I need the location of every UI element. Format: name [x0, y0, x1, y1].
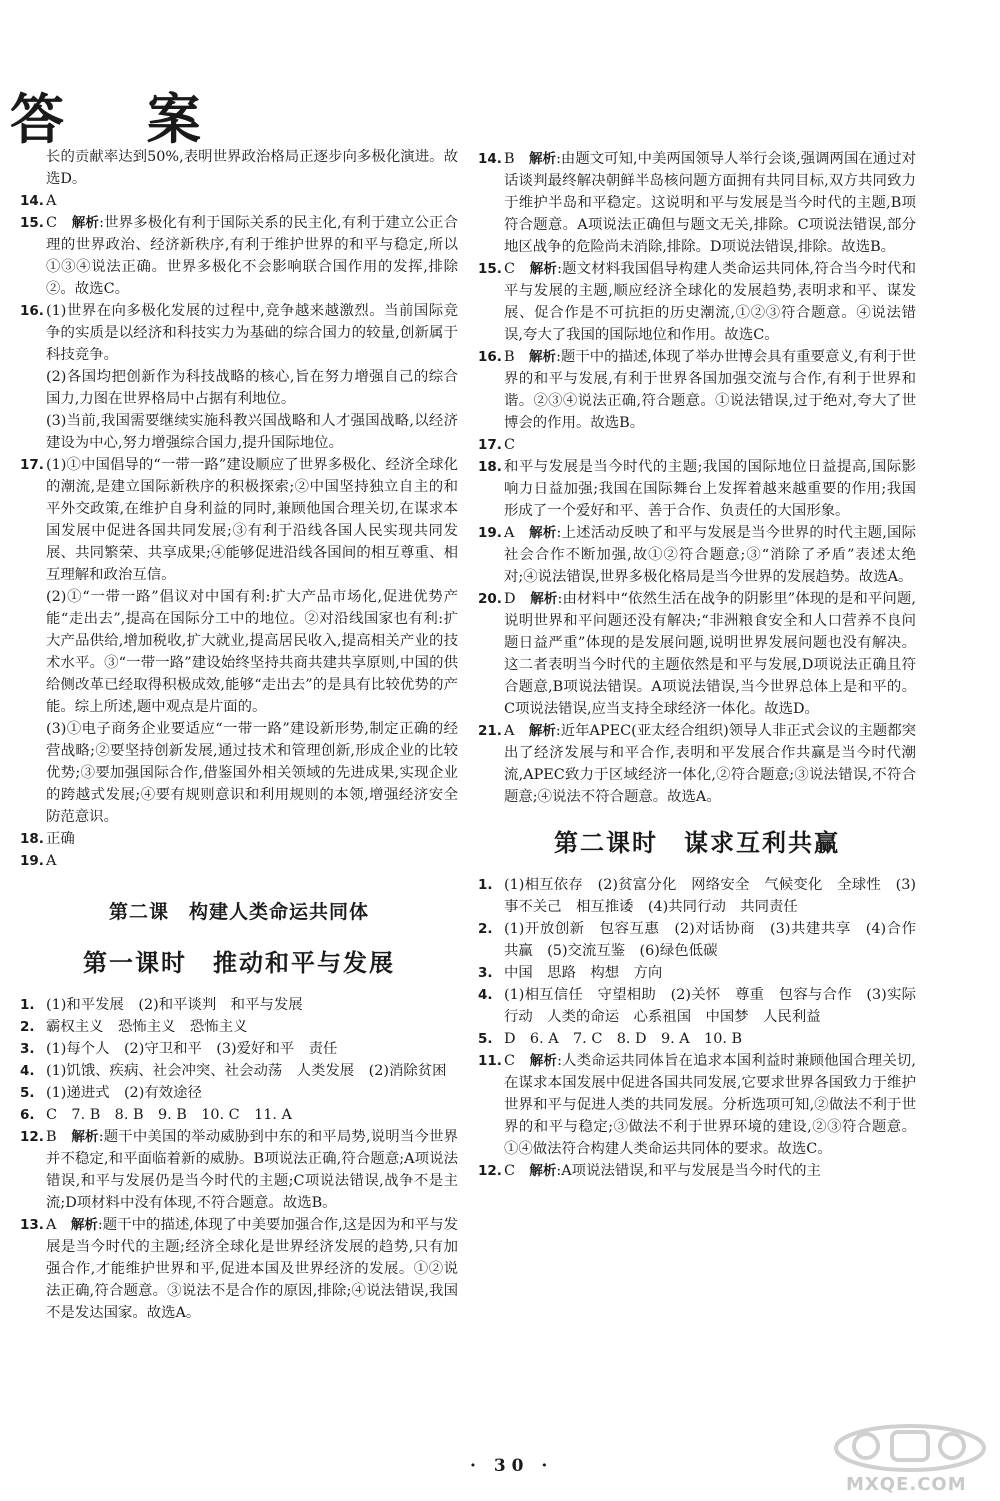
answer-19-b: 19. A 解析:上述活动反映了和平与发展是当今世界的时代主题,国际社会合作不断加强,故①②符合题意;③“消除了矛盾”表述太绝对;④说法错误,世界多极化格局是当今世界的发展趋势。故选A。: [478, 525, 916, 585]
answer-16-b: 16. B 解析:题干中的描述,体现了举办世博会具有重要意义,有利于世界的和平与发展,有利于世界各国加强交流与合作,有利于世界和谐。②③④说法正确,符合题意。①说法错误,过于绝对,夸大了世博会的作用。故选B。: [478, 349, 916, 431]
answer-20-b: 20. D 解析:由材料中“依然生活在战争的阴影里”体现的是和平问题,说明世界和平问题还没有解决;“非洲粮食安全和人口营养不良问题日益严重”体现的是发展问题,说明世界发展问题也没有解决。这二者表明当今时代的主题依然是和平与发展,D项说法正确且符合题意,B项说法错误。A项说法错误,当今世界总体上是和平的。C项说法错误,应当支持全球经济一体化。故选D。: [478, 591, 916, 717]
watermark-logo-icon: [826, 1416, 994, 1476]
fill-1: 1. (1)和平发展 (2)和平谈判 和平与发展: [20, 997, 303, 1013]
choice-6-11: 6. C 7. B 8. B 9. B 10. C 11. A: [20, 1107, 292, 1123]
fill-1-b: 1. (1)相互依存 (2)贫富分化 网络安全 气候变化 全球性 (3)事不关己 相互推诿 (4)共同行动 共同责任: [478, 877, 916, 915]
answer-17: 17. (1)①中国倡导的“一带一路”建设顺应了世界多极化、经济全球化的潮流,是建立国际新秩序的积极探索;②中国坚持独立自主的和平外交政策,在维护自身利益的同时,兼顾他国合理关切,在谋求本国发展中促进各国共同发展;③有利于沿线各国人民实现共同发展、共同繁荣、共享成果;④能够促进沿线各国间的相互尊重、相互理解和政治互信。 (2)①“一带一路”倡议对中国有利:扩大产品市场化,促进优势产能“走出去”,提高在国际分工中的地位。②对沿线国家也有利:扩大产品供给,增加税收,扩大就业,提高居民收入,提高相关产业的技术水平。③“一带一路”建设始终坚持共商共建共享原则,中国的供给侧改革已经取得积极成效,能够“走出去”的是具有比较优势的产能。综上所述,题中观点是片面的。 (3)①电子商务企业要适应“一带一路”建设新形势,制定正确的经营战略;②要坚持创新发展,通过技术和管理创新,形成企业的比较优势;③要加强国际合作,借鉴国外相关领域的先进成果,实现企业的跨越式发展;④要有规则意识和利用规则的本领,增强经济安全防范意识。: [20, 457, 458, 825]
fill-3: 3. (1)每个人 (2)守卫和平 (3)爱好和平 责任: [20, 1041, 338, 1057]
choice-5-10-b: 5. D 6. A 7. C 8. D 9. A 10. B: [478, 1031, 743, 1047]
analysis-label: 解析: [529, 525, 557, 541]
answer-11-b: 11. C 解析:人类命运共同体旨在追求本国利益时兼顾他国合理关切,在谋求本国发展中促进各国共同发展,它要求世界各国致力于维护世界和平与促进人类的共同发展。分析选项可知,②做法不利于世界的和平与稳定;③做法不利于世界环境的建设,②③符合题意。①④做法符合构建人类命运共同体的要求。故选C。: [478, 1053, 917, 1157]
analysis-label: 解析: [529, 1053, 558, 1069]
fill-3-b: 3. 中国 思路 构想 方向: [478, 965, 663, 981]
fill-2-b: 2. (1)开放创新 包容互惠 (2)对话协商 (3)共建共享 (4)合作共赢 (5)交流互鉴 (6)绿色低碳: [478, 921, 916, 959]
analysis-label: 解析: [71, 1129, 99, 1145]
answer-15: 15. C 解析:世界多极化有利于国际关系的民主化,有利于建立公正合理的世界政治、经济新秩序,有利于维护世界的和平与稳定,所以①③④说法正确。世界多极化不会影响联合国作用的发挥,排除②。故选C。: [20, 215, 459, 297]
answer-21-b: 21. A 解析:近年APEC(亚太经合组织)领导人非正式会议的主题都突出了经济发展与和平合作,表明和平发展合作共赢是当今时代潮流,APEC致力于区域经济一体化,②符合题意;③说法错误,不符合题意;④说法不符合题意。故选A。: [478, 723, 916, 805]
watermark-text: MXQE.COM: [846, 1474, 967, 1495]
fill-4-b: 4. (1)相互信任 守望相助 (2)关怀 尊重 包容与合作 (3)实际行动 人类的命运 心系祖国 中国梦 人民利益: [478, 987, 916, 1025]
answer-12-b: 12. C 解析:A项说法错误,和平与发展是当今时代的主: [478, 1163, 821, 1179]
answer-continuation: 长的贡献率达到50%,表明世界政治格局正逐步向多极化演进。故选D。: [46, 149, 458, 187]
answer-14-b: 14. B 解析:由题文可知,中美两国领导人举行会谈,强调两国在通过对话谈判最终解决朝鲜半岛核问题方面拥有共同目标,双方共同致力于维护半岛和平稳定。这说明和平与发展是当今时代的主题,B项符合题意。A项说法正确但与题文无关,排除。C项说法错误,部分地区战争的危险尚未消除,排除。D项说法错误,排除。故选B。: [478, 151, 916, 255]
analysis-label: 解析: [530, 591, 558, 607]
analysis-label: 解析: [528, 723, 556, 739]
answer-16: 16. (1)世界在向多极化发展的过程中,竞争越来越激烈。当前国际竞争的实质是以经济和科技实力为基础的综合国力的较量,创新属于科技竞争。 (2)各国均把创新作为科技战略的核心,旨在努力增强自己的综合国力,力图在世界格局中占据有利地位。 (3)当前,我国需要继续实施科教兴国战略和人才强国战略,以经济建设为中心,努力增强综合国力,提升国际地位。: [20, 303, 458, 451]
right-column: [478, 148, 916, 1182]
fill-5: 5. (1)递进式 (2)有效途径: [20, 1085, 202, 1101]
page-title: 答 案: [10, 88, 233, 151]
analysis-label: 解析: [529, 151, 557, 167]
period-heading: 第一课时 推动和平与发展: [83, 949, 395, 977]
answer-19: 19. A: [20, 853, 57, 869]
left-column: [20, 146, 458, 1324]
answer-18: 18. 正确: [20, 831, 75, 847]
lesson-heading: 第二课 构建人类命运共同体: [108, 901, 369, 923]
answer-17-b: 17. C: [478, 437, 516, 453]
fill-2: 2. 霸权主义 恐怖主义 恐怖主义: [20, 1019, 248, 1035]
fill-4: 4. (1)饥饿、疾病、社会冲突、社会动荡 人类发展 (2)消除贫困: [20, 1063, 447, 1079]
analysis-label: 解析: [529, 261, 558, 277]
answer-12: 12. B 解析:题干中美国的举动威胁到中东的和平局势,说明当今世界并不稳定,和平面临着新的威胁。B项说法正确,符合题意;A项说法错误,和平与发展仍是当今时代的主题;C项说法错误,战争不是主流;D项材料中没有体现,不符合题意。故选B。: [20, 1129, 458, 1211]
answer-15-b: 15. C 解析:题文材料我国倡导构建人类命运共同体,符合当今时代和平与发展的主题,顺应经济全球化的发展趋势,表明求和平、谋发展、促合作是不可抗拒的历史潮流,①②③符合题意。④说法错误,夸大了我国的国际地位和作用。故选C。: [478, 261, 917, 343]
analysis-label: 解析: [529, 349, 557, 365]
analysis-label: 解析: [71, 215, 100, 231]
answer-13: 13. A 解析:题干中的描述,体现了中美要加强合作,这是因为和平与发展是当今时代的主题;经济全球化是世界经济发展的趋势,只有加强合作,才能维护世界和平,促进本国及世界经济的发展。①②说法正确,符合题意。③说法不是合作的原因,排除;④说法错误,我国不是发达国家。故选A。: [20, 1217, 459, 1321]
page-number: · 30 ·: [470, 1456, 554, 1476]
answer-18-b: 18. 和平与发展是当今时代的主题;我国的国际地位日益提高,国际影响力日益加强;我国在国际舞台上发挥着越来越重要的作用;我国形成了一个爱好和平、善于合作、负责任的大国形象。: [478, 459, 916, 519]
answer-14: 14. A: [20, 193, 57, 209]
period-heading-2: 第二课时 谋求互利共赢: [554, 829, 840, 857]
analysis-label: 解析: [70, 1217, 98, 1233]
watermark: [826, 1416, 994, 1496]
analysis-label: 解析: [529, 1163, 557, 1179]
